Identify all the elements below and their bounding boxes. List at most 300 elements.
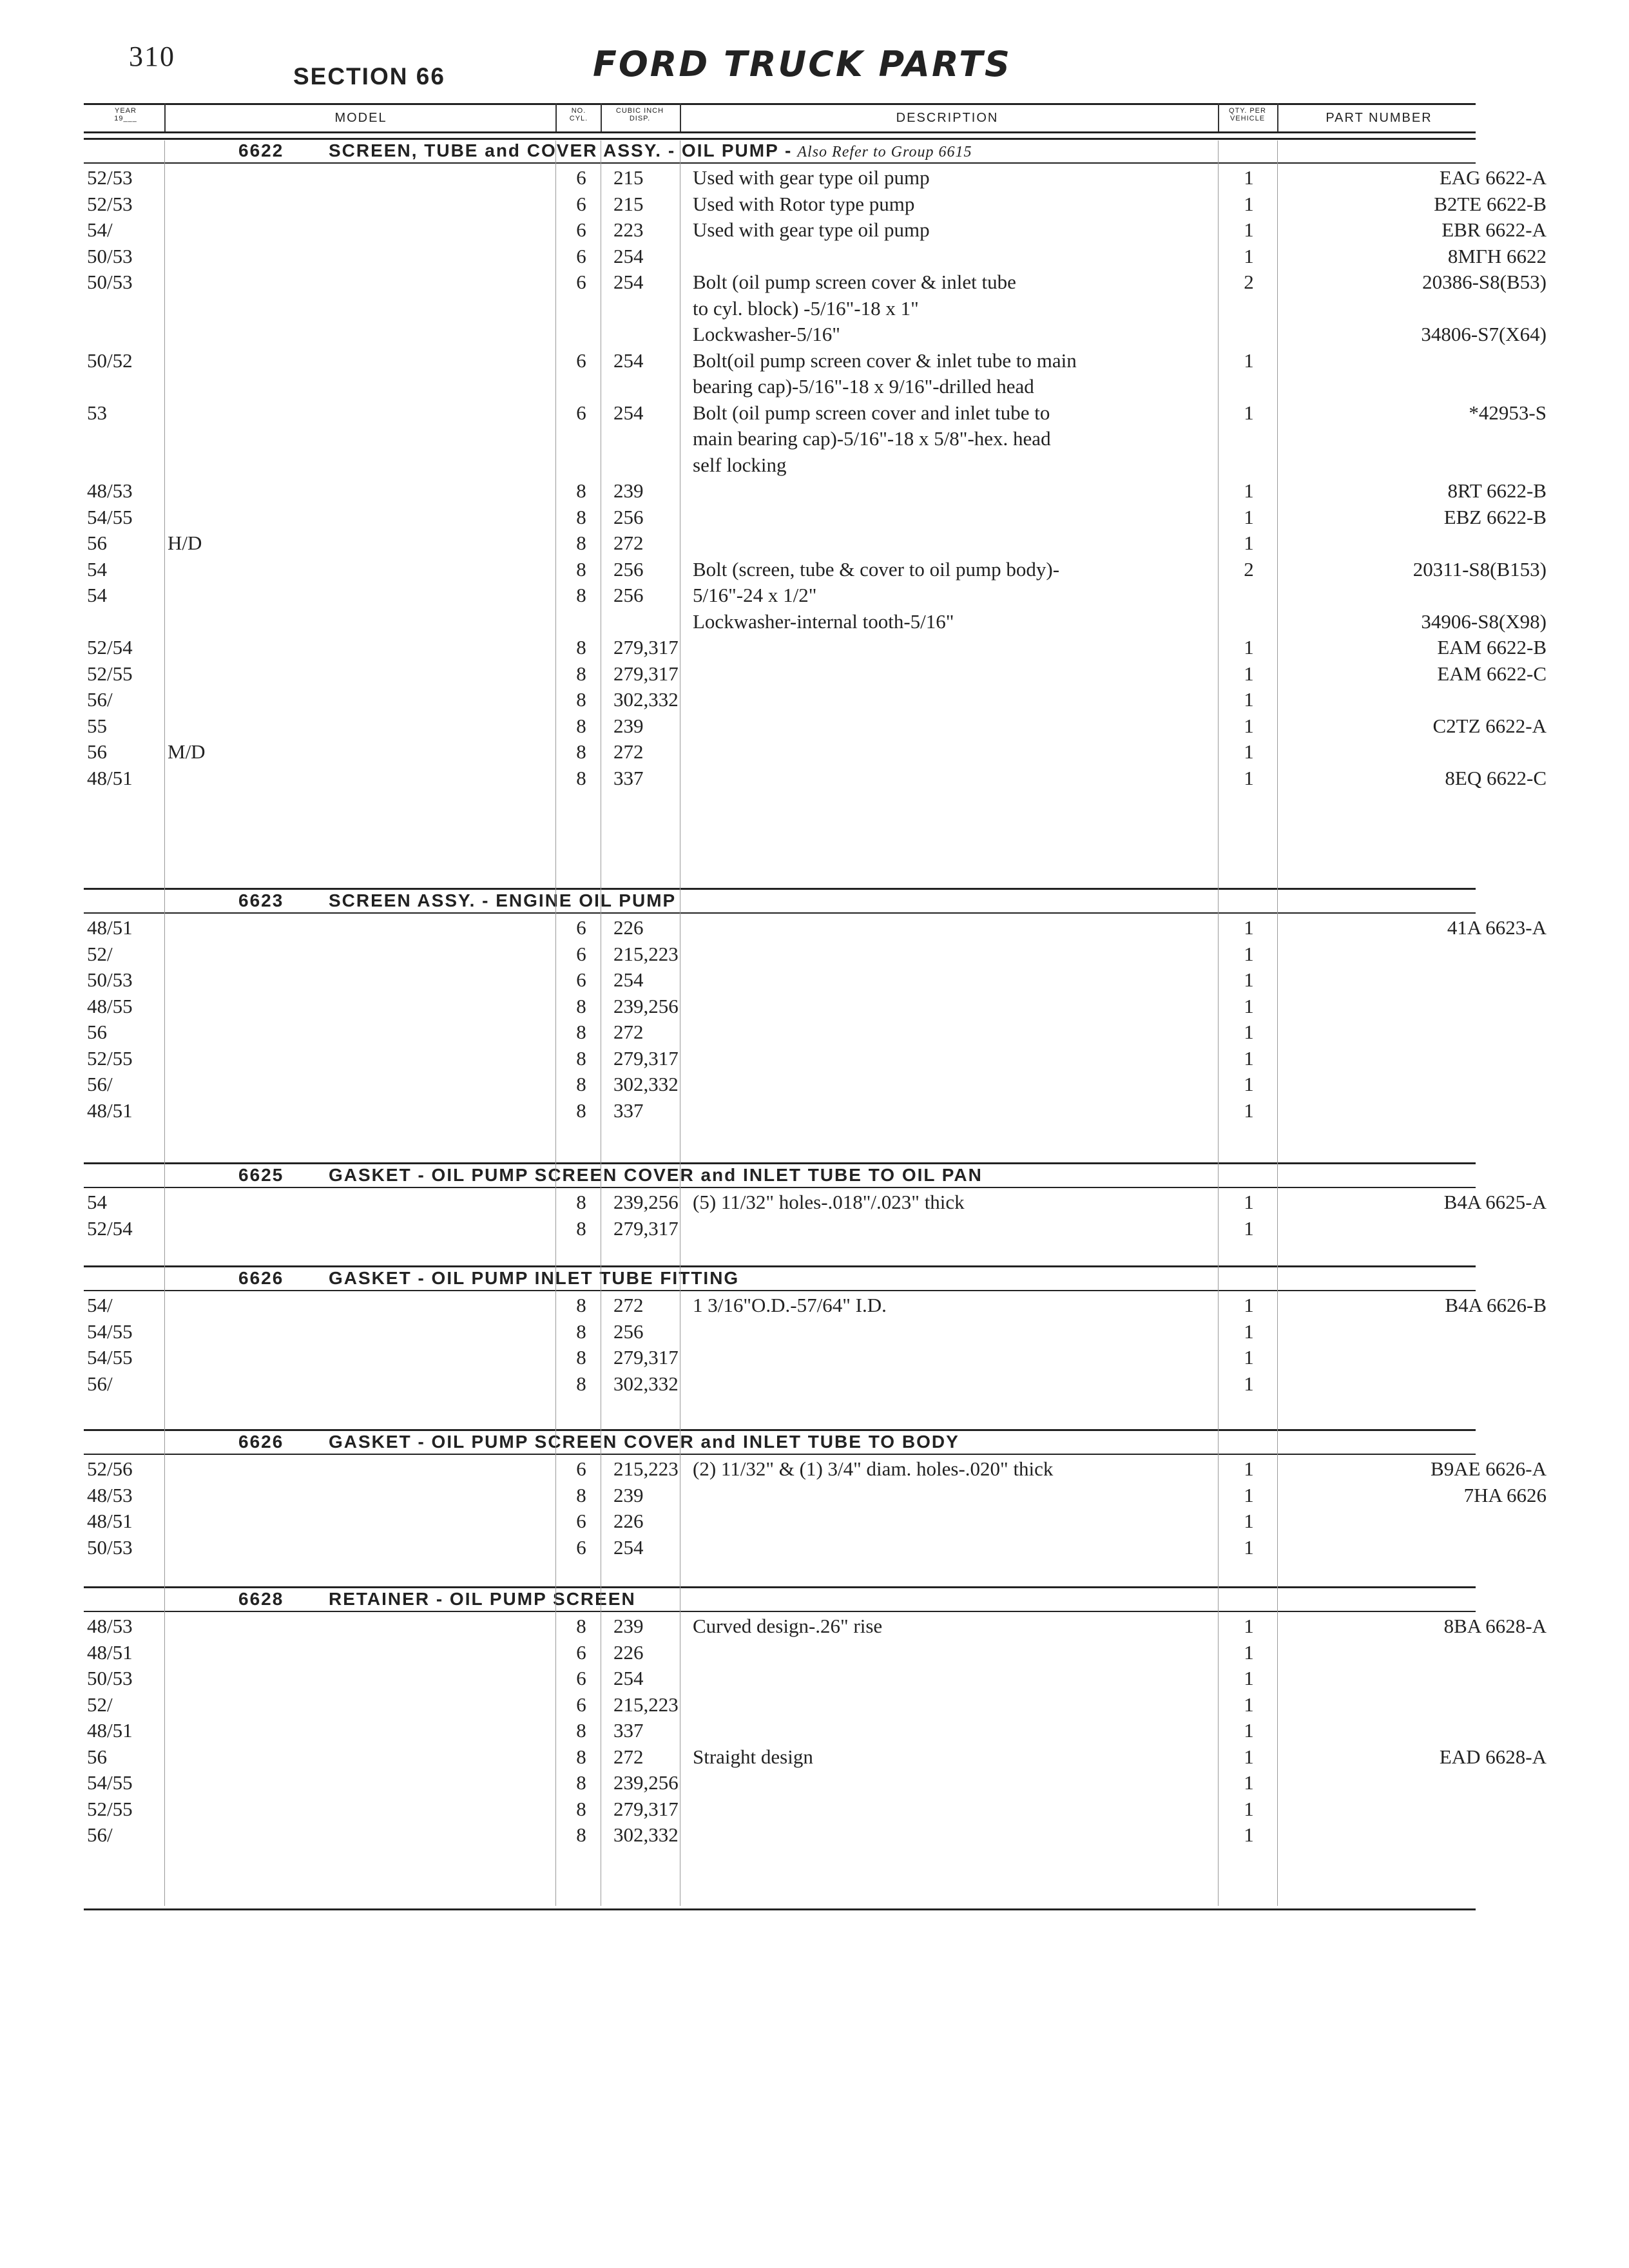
table-row: [84, 401, 1547, 427]
table-row: [84, 610, 1547, 636]
quantity-cell: 1: [1244, 1346, 1254, 1369]
table-row: [84, 166, 1547, 192]
description-cell: to cyl. block) -5/16"-18 x 1": [693, 296, 919, 320]
displacement-cell: 215,223: [613, 942, 679, 965]
group-title-underline: [84, 1611, 1476, 1612]
cylinders-cell: 8: [576, 1073, 586, 1095]
cylinders-cell: 6: [576, 218, 586, 241]
displacement-cell: 239,256: [613, 994, 679, 1017]
displacement-cell: 302,332: [613, 1073, 679, 1095]
cylinders-cell: 8: [576, 1046, 586, 1070]
group-title-underline: [84, 162, 1476, 164]
table-row: [84, 1510, 1476, 1535]
cylinders-cell: 8: [576, 1099, 586, 1122]
table-row: [84, 1346, 1476, 1372]
cylinders-cell: 8: [576, 1823, 586, 1846]
table-row: [84, 1073, 1476, 1099]
cylinders-cell: 6: [576, 349, 586, 372]
col-disp-header: CUBIC INCH DISP.: [615, 107, 664, 122]
quantity-cell: 1: [1244, 1216, 1254, 1240]
table-row: [84, 1021, 1476, 1046]
year-cell: 48/51: [87, 1640, 133, 1664]
year-cell: 54/55: [87, 505, 133, 528]
description-cell: Lockwasher-5/16": [693, 323, 840, 345]
year-cell: 48/55: [87, 994, 133, 1017]
quantity-cell: 1: [1244, 1046, 1254, 1070]
group-rule: [84, 138, 1476, 140]
part-number-cell: 8BA 6628-A: [1443, 1615, 1547, 1637]
table-row: [84, 1536, 1476, 1562]
displacement-cell: 215,223: [613, 1693, 679, 1716]
group-rule: [84, 1162, 1476, 1164]
cylinders-cell: 6: [576, 271, 586, 293]
displacement-cell: 279,317: [613, 662, 679, 685]
quantity-cell: 1: [1244, 740, 1254, 763]
table-row: [84, 1217, 1476, 1243]
description-cell: 1 3/16"O.D.-57/64" I.D.: [693, 1294, 887, 1316]
description-cell: Straight design: [693, 1745, 813, 1768]
group-name: GASKET - OIL PUMP INLET TUBE FITTING: [329, 1268, 740, 1288]
table-row: [84, 1615, 1547, 1640]
cylinders-cell: 8: [576, 1483, 586, 1506]
year-cell: 52/: [87, 942, 113, 965]
group-note: Also Refer to Group 6615: [797, 144, 972, 160]
page-title: FORD TRUCK PARTS: [593, 44, 1012, 84]
year-cell: 52/56: [87, 1457, 133, 1480]
quantity-cell: 1: [1244, 1719, 1254, 1742]
year-cell: 54: [87, 557, 107, 581]
quantity-cell: 1: [1244, 714, 1254, 737]
displacement-cell: 239: [613, 1483, 644, 1506]
year-cell: 50/52: [87, 349, 133, 372]
displacement-cell: 215: [613, 166, 644, 189]
cylinders-cell: 8: [576, 662, 586, 685]
year-cell: 48/51: [87, 1510, 133, 1532]
table-row: [84, 995, 1476, 1021]
quantity-cell: 1: [1244, 1640, 1254, 1664]
displacement-cell: 256: [613, 557, 644, 581]
col-qty-header: QTY. PER VEHICLE: [1229, 107, 1266, 122]
cylinders-cell: 8: [576, 532, 586, 554]
year-cell: 50/53: [87, 244, 133, 267]
table-row: [84, 1372, 1476, 1398]
column-divider: [555, 140, 556, 1906]
part-number-cell: EAM 6622-C: [1437, 662, 1547, 685]
year-cell: 48/51: [87, 1099, 133, 1122]
quantity-cell: 1: [1244, 1667, 1254, 1689]
displacement-cell: 302,332: [613, 688, 679, 711]
displacement-cell: 272: [613, 1745, 644, 1768]
displacement-cell: 254: [613, 271, 644, 293]
part-number-cell: EBR 6622-A: [1441, 218, 1547, 241]
quantity-cell: 1: [1244, 662, 1254, 685]
displacement-cell: 272: [613, 740, 644, 763]
cylinders-cell: 8: [576, 1294, 586, 1316]
table-row: [84, 1667, 1476, 1693]
cylinders-cell: 8: [576, 1771, 586, 1794]
displacement-cell: 279,317: [613, 636, 679, 658]
year-cell: 48/51: [87, 916, 133, 939]
cylinders-cell: 8: [576, 1615, 586, 1637]
year-cell: 54/55: [87, 1346, 133, 1369]
cylinders-cell: 8: [576, 1021, 586, 1043]
col-model-header: MODEL: [334, 111, 387, 125]
quantity-cell: 1: [1244, 532, 1254, 554]
year-cell: 52/55: [87, 1046, 133, 1070]
year-cell: 50/53: [87, 1667, 133, 1689]
displacement-cell: 256: [613, 1320, 644, 1343]
quantity-cell: 1: [1244, 766, 1254, 789]
displacement-cell: 272: [613, 1294, 644, 1316]
quantity-cell: 1: [1244, 1483, 1254, 1506]
part-number-cell: C2TZ 6622-A: [1432, 714, 1547, 737]
table-row: [84, 532, 1476, 557]
group-rule: [84, 888, 1476, 890]
quantity-cell: 1: [1244, 636, 1254, 658]
group-title: [238, 890, 676, 911]
part-number-cell: EAM 6622-B: [1437, 636, 1547, 658]
group-code: 6628: [238, 1589, 284, 1609]
quantity-cell: 1: [1244, 244, 1254, 267]
section-title: SECTION 66: [293, 63, 445, 90]
year-cell: 48/53: [87, 1483, 133, 1506]
year-cell: 56: [87, 1021, 107, 1043]
displacement-cell: 337: [613, 1719, 644, 1742]
table-row: [84, 1099, 1476, 1125]
displacement-cell: 239: [613, 714, 644, 737]
displacement-cell: 302,332: [613, 1823, 679, 1846]
model-cell: H/D: [168, 532, 202, 554]
table-row: [84, 766, 1547, 793]
displacement-cell: 239: [613, 479, 644, 502]
year-cell: 50/53: [87, 271, 133, 293]
year-cell: 48/53: [87, 479, 133, 502]
table-row: [84, 349, 1476, 375]
year-cell: 48/51: [87, 766, 133, 789]
table-row: [84, 740, 1476, 766]
table-row: [84, 1294, 1547, 1320]
col-description-header: DESCRIPTION: [896, 111, 999, 125]
group-name: SCREEN ASSY. - ENGINE OIL PUMP: [329, 890, 677, 910]
quantity-cell: 1: [1244, 401, 1254, 424]
displacement-cell: 302,332: [613, 1372, 679, 1395]
group-title-underline: [84, 1290, 1476, 1291]
table-row: [84, 505, 1547, 532]
group-code: 6626: [238, 1432, 284, 1452]
displacement-cell: 239,256: [613, 1771, 679, 1794]
displacement-cell: 279,317: [613, 1346, 679, 1369]
table-row: [84, 192, 1547, 218]
table-row: [84, 1693, 1476, 1719]
part-number-cell: 8RT 6622-B: [1447, 479, 1547, 502]
part-number-cell: B9AE 6626-A: [1431, 1457, 1547, 1480]
displacement-cell: 254: [613, 244, 644, 267]
quantity-cell: 1: [1244, 166, 1254, 189]
table-row: [84, 1745, 1547, 1771]
displacement-cell: 226: [613, 1510, 644, 1532]
year-cell: 52/: [87, 1693, 113, 1716]
cylinders-cell: 8: [576, 714, 586, 737]
quantity-cell: 1: [1244, 1771, 1254, 1794]
description-cell: Used with Rotor type pump: [693, 192, 915, 215]
year-cell: 56/: [87, 1823, 113, 1846]
cylinders-cell: 6: [576, 166, 586, 189]
displacement-cell: 226: [613, 916, 644, 939]
cylinders-cell: 8: [576, 1346, 586, 1369]
group-title: [238, 1268, 739, 1289]
table-row: [84, 427, 1476, 453]
table-row: [84, 1719, 1476, 1745]
col-cyl-header: NO. CYL.: [569, 107, 588, 122]
group-title: [238, 1589, 636, 1610]
group-title-underline: [84, 1454, 1476, 1455]
cylinders-cell: 8: [576, 584, 586, 606]
col-part-number-header: PART NUMBER: [1325, 111, 1432, 125]
table-row: [84, 323, 1547, 349]
cylinders-cell: 6: [576, 1510, 586, 1532]
displacement-cell: 256: [613, 505, 644, 528]
year-cell: 56: [87, 1745, 107, 1768]
quantity-cell: 1: [1244, 1615, 1254, 1637]
cylinders-cell: 8: [576, 636, 586, 658]
cylinders-cell: 6: [576, 968, 586, 991]
table-row: [84, 297, 1476, 323]
group-rule: [84, 1586, 1476, 1588]
part-number-cell: 8MΓH 6622: [1447, 244, 1547, 267]
part-number-cell: 41A 6623-A: [1447, 916, 1547, 939]
table-header: [0, 103, 1629, 140]
displacement-cell: 272: [613, 532, 644, 554]
year-cell: 54/: [87, 1294, 113, 1316]
cylinders-cell: 6: [576, 192, 586, 215]
table-row: [84, 1641, 1476, 1667]
year-cell: 52/54: [87, 1216, 133, 1240]
cylinders-cell: 6: [576, 1667, 586, 1689]
group-name: RETAINER - OIL PUMP SCREEN: [329, 1589, 636, 1609]
table-row: [84, 557, 1547, 584]
model-cell: M/D: [168, 740, 206, 763]
displacement-cell: 254: [613, 401, 644, 424]
part-number-cell: *42953-S: [1469, 401, 1547, 424]
table-row: [84, 375, 1476, 401]
cylinders-cell: 6: [576, 1640, 586, 1664]
cylinders-cell: 8: [576, 1372, 586, 1395]
group-rule: [84, 1265, 1476, 1267]
displacement-cell: 254: [613, 968, 644, 991]
part-number-cell: 8EQ 6622-C: [1445, 766, 1547, 789]
table-row: [84, 244, 1547, 271]
cylinders-cell: 8: [576, 994, 586, 1017]
part-number-cell: 34906-S8(X98): [1421, 610, 1547, 633]
quantity-cell: 1: [1244, 479, 1254, 502]
cylinders-cell: 6: [576, 244, 586, 267]
cylinders-cell: 8: [576, 740, 586, 763]
cylinders-cell: 8: [576, 1745, 586, 1768]
column-divider: [164, 140, 165, 1906]
group-name: GASKET - OIL PUMP SCREEN COVER and INLET TUBE TO OIL PAN: [329, 1165, 983, 1185]
col-year-header: YEAR 19___: [114, 107, 137, 122]
table-row: [84, 479, 1547, 505]
description-cell: Bolt (oil pump screen cover and inlet tube to: [693, 401, 1050, 424]
displacement-cell: 279,317: [613, 1216, 679, 1240]
year-cell: 56: [87, 532, 107, 554]
cylinders-cell: 6: [576, 1693, 586, 1716]
quantity-cell: 2: [1244, 557, 1254, 581]
table-row: [84, 943, 1476, 968]
year-cell: 53: [87, 401, 107, 424]
description-cell: 5/16"-24 x 1/2": [693, 584, 817, 606]
cylinders-cell: 8: [576, 1719, 586, 1742]
year-cell: 52/53: [87, 166, 133, 189]
group-title-underline: [84, 912, 1476, 914]
part-number-cell: EAD 6628-A: [1439, 1745, 1547, 1768]
table-row: [84, 1798, 1476, 1823]
year-cell: 54/55: [87, 1771, 133, 1794]
table-row: [84, 271, 1547, 296]
displacement-cell: 337: [613, 766, 644, 789]
quantity-cell: 1: [1244, 916, 1254, 939]
group-title: [238, 140, 972, 161]
cylinders-cell: 6: [576, 916, 586, 939]
displacement-cell: 256: [613, 584, 644, 606]
quantity-cell: 1: [1244, 688, 1254, 711]
cylinders-cell: 8: [576, 479, 586, 502]
description-cell: (5) 11/32" holes-.018"/.023" thick: [693, 1191, 965, 1213]
cylinders-cell: 6: [576, 1457, 586, 1480]
column-divider: [1218, 140, 1219, 1906]
part-number-cell: EBZ 6622-B: [1443, 505, 1547, 528]
displacement-cell: 279,317: [613, 1046, 679, 1070]
table-row: [84, 916, 1547, 942]
year-cell: 48/53: [87, 1615, 133, 1637]
table-row: [84, 584, 1476, 610]
cylinders-cell: 8: [576, 1320, 586, 1343]
year-cell: 50/53: [87, 1535, 133, 1559]
cylinders-cell: 6: [576, 942, 586, 965]
displacement-cell: 223: [613, 218, 644, 241]
table-row: [84, 636, 1547, 662]
description-cell: main bearing cap)-5/16"-18 x 5/8"-hex. head: [693, 427, 1051, 450]
year-cell: 52/55: [87, 662, 133, 685]
year-cell: 54: [87, 584, 107, 606]
group-code: 6625: [238, 1165, 284, 1185]
quantity-cell: 1: [1244, 968, 1254, 991]
quantity-cell: 1: [1244, 1099, 1254, 1122]
table-row: [84, 1047, 1476, 1073]
quantity-cell: 1: [1244, 1372, 1254, 1395]
description-cell: Bolt(oil pump screen cover & inlet tube to main: [693, 349, 1077, 372]
page-number: 310: [129, 41, 175, 72]
quantity-cell: 1: [1244, 1797, 1254, 1820]
table-row: [84, 1457, 1547, 1483]
quantity-cell: 1: [1244, 1073, 1254, 1095]
displacement-cell: 239,256: [613, 1191, 679, 1213]
group-name: GASKET - OIL PUMP SCREEN COVER and INLET TUBE TO BODY: [329, 1432, 959, 1452]
description-cell: Lockwasher-internal tooth-5/16": [693, 610, 954, 633]
quantity-cell: 1: [1244, 1191, 1254, 1213]
group-title-underline: [84, 1187, 1476, 1188]
displacement-cell: 239: [613, 1615, 644, 1637]
quantity-cell: 1: [1244, 994, 1254, 1017]
table-row: [84, 662, 1547, 688]
table-row: [84, 1483, 1547, 1510]
quantity-cell: 1: [1244, 1745, 1254, 1768]
quantity-cell: 1: [1244, 1510, 1254, 1532]
header-bottom-rule: [84, 131, 1476, 133]
part-number-cell: B4A 6626-B: [1445, 1294, 1547, 1316]
quantity-cell: 1: [1244, 1535, 1254, 1559]
description-cell: self locking: [693, 453, 787, 476]
table-row: [84, 968, 1476, 994]
year-cell: 54/55: [87, 1320, 133, 1343]
group-title: [238, 1432, 959, 1452]
year-cell: 56/: [87, 1073, 113, 1095]
part-number-cell: 34806-S7(X64): [1421, 323, 1547, 345]
description-cell: Curved design-.26" rise: [693, 1615, 883, 1637]
quantity-cell: 1: [1244, 1823, 1254, 1846]
group-code: 6623: [238, 890, 284, 910]
table-row: [84, 1771, 1476, 1797]
group-title: [238, 1165, 983, 1186]
displacement-cell: 254: [613, 1667, 644, 1689]
cylinders-cell: 8: [576, 1797, 586, 1820]
part-number-cell: 20311-S8(B153): [1412, 557, 1547, 581]
part-number-cell: EAG 6622-A: [1439, 166, 1547, 189]
table-row: [84, 454, 1476, 479]
quantity-cell: 1: [1244, 1457, 1254, 1480]
description-cell: Bolt (oil pump screen cover & inlet tube: [693, 271, 1016, 293]
cylinders-cell: 8: [576, 766, 586, 789]
part-number-cell: 20386-S8(B53): [1422, 271, 1547, 293]
displacement-cell: 215: [613, 192, 644, 215]
table-row: [84, 688, 1476, 714]
table-row: [84, 1191, 1547, 1216]
quantity-cell: 2: [1244, 271, 1254, 293]
year-cell: 52/54: [87, 636, 133, 658]
table-bottom-rule: [84, 1908, 1476, 1910]
group-rule: [84, 1429, 1476, 1431]
year-cell: 56: [87, 740, 107, 763]
table-row: [84, 218, 1547, 244]
cylinders-cell: 8: [576, 688, 586, 711]
displacement-cell: 272: [613, 1021, 644, 1043]
cylinders-cell: 8: [576, 1216, 586, 1240]
part-number-cell: B2TE 6622-B: [1434, 192, 1547, 215]
quantity-cell: 1: [1244, 942, 1254, 965]
quantity-cell: 1: [1244, 1294, 1254, 1316]
year-cell: 54: [87, 1191, 107, 1213]
table-row: [84, 1823, 1476, 1849]
displacement-cell: 254: [613, 349, 644, 372]
cylinders-cell: 8: [576, 557, 586, 581]
description-cell: Used with gear type oil pump: [693, 166, 930, 189]
cylinders-cell: 6: [576, 401, 586, 424]
group-name: SCREEN, TUBE and COVER ASSY. - OIL PUMP -: [329, 140, 793, 160]
group-code: 6622: [238, 140, 284, 160]
quantity-cell: 1: [1244, 218, 1254, 241]
displacement-cell: 337: [613, 1099, 644, 1122]
quantity-cell: 1: [1244, 349, 1254, 372]
group-code: 6626: [238, 1268, 284, 1288]
table-row: [84, 714, 1547, 740]
cylinders-cell: 8: [576, 1191, 586, 1213]
year-cell: 56/: [87, 1372, 113, 1395]
table-row: [84, 1320, 1476, 1346]
displacement-cell: 215,223: [613, 1457, 679, 1480]
quantity-cell: 1: [1244, 1693, 1254, 1716]
quantity-cell: 1: [1244, 1021, 1254, 1043]
description-cell: Bolt (screen, tube & cover to oil pump body)-: [693, 557, 1060, 581]
